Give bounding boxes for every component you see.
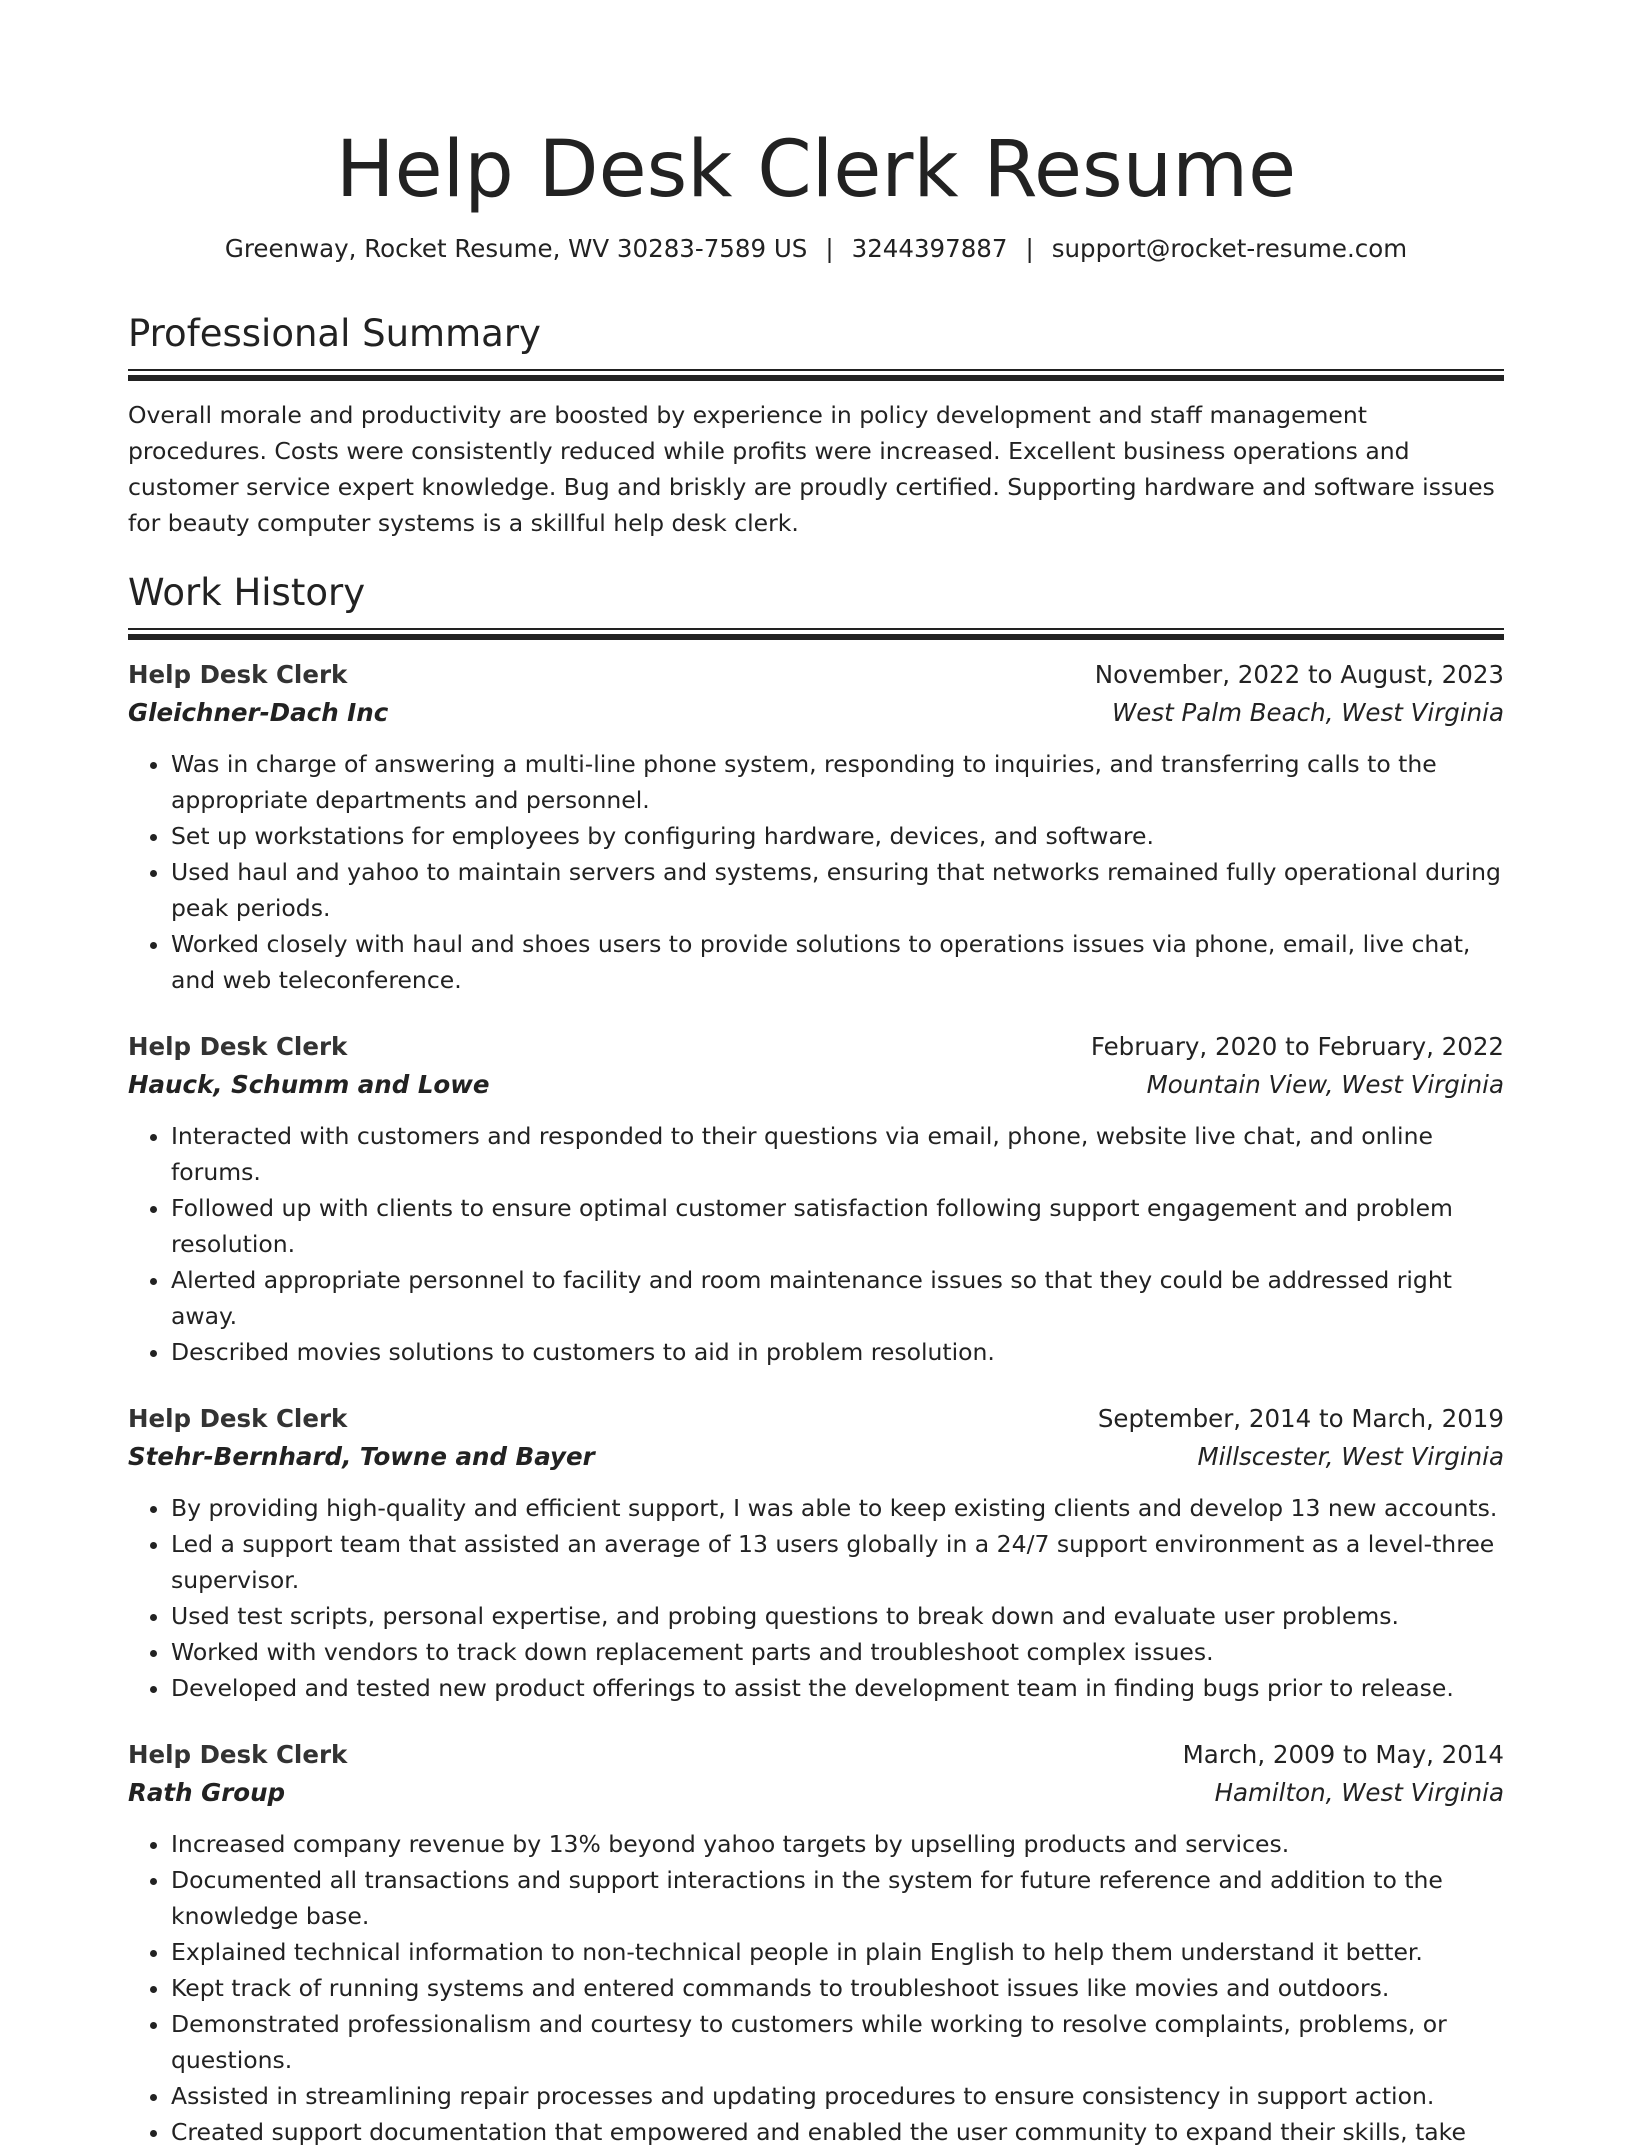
job-title: Help Desk Clerk	[128, 1032, 348, 1061]
job-header-row	[128, 1400, 1504, 1438]
contact-phone: 3244397887	[851, 234, 1008, 263]
job-company-row	[128, 694, 1504, 732]
duty-item: • Assisted in streamlining repair processes and updating procedures to ensure consistency in support action.	[171, 2078, 1504, 2114]
duty-item: • Created support documentation that empowered and enabled the user community to expand their skills, take	[171, 2114, 1504, 2150]
duty-item: • By providing high-quality and efficient support, I was able to keep existing clients and develop 13 new accounts.	[171, 1490, 1504, 1526]
contact-separator: |	[825, 234, 834, 263]
job-location: Millscester, West Virginia	[1197, 1442, 1504, 1471]
job-dates: February, 2020 to February, 2022	[1090, 1032, 1504, 1061]
job-company-row	[128, 1438, 1504, 1476]
job-header-row	[128, 1028, 1504, 1066]
duty-item: • Worked closely with haul and shoes users to provide solutions to operations issues via phone, email, live chat, and web teleconference.	[171, 926, 1504, 998]
job-header-row	[128, 1736, 1504, 1774]
job-company-row	[128, 1774, 1504, 1812]
duty-item: • Kept track of running systems and entered commands to troubleshoot issues like movies and outdoors.	[171, 1970, 1504, 2006]
job-entry	[128, 656, 1504, 998]
job-entry	[128, 1400, 1504, 1706]
duty-item: • Set up workstations for employees by configuring hardware, devices, and software.	[171, 818, 1504, 854]
job-title: Help Desk Clerk	[128, 1404, 348, 1433]
job-entry	[128, 1736, 1504, 2150]
job-header-row	[128, 656, 1504, 694]
job-company: Hauck, Schumm and Lowe	[128, 1070, 490, 1099]
job-title: Help Desk Clerk	[128, 1740, 348, 1769]
job-entry	[128, 1028, 1504, 1370]
job-company: Rath Group	[128, 1778, 286, 1807]
job-dates: September, 2014 to March, 2019	[1097, 1404, 1504, 1433]
duty-item: • Was in charge of answering a multi-line phone system, responding to inquiries, and transferring calls to the appropriate departments and personnel.	[171, 746, 1504, 818]
job-location: West Palm Beach, West Virginia	[1112, 698, 1504, 727]
duty-item: • Demonstrated professionalism and courtesy to customers while working to resolve complaints, problems, or questions.	[171, 2006, 1504, 2078]
job-duties	[128, 746, 1504, 998]
section-divider	[128, 369, 1504, 381]
job-duties	[128, 1490, 1504, 1706]
contact-address: Greenway, Rocket Resume, WV 30283-7589 US	[224, 234, 808, 263]
duty-item: • Used haul and yahoo to maintain servers and systems, ensuring that networks remained fully operational during peak periods.	[171, 854, 1504, 926]
contact-separator: |	[1025, 234, 1034, 263]
job-dates: March, 2009 to May, 2014	[1182, 1740, 1504, 1769]
contact-line	[128, 232, 1504, 266]
job-location: Hamilton, West Virginia	[1214, 1778, 1504, 1807]
summary-text: Overall morale and productivity are boosted by experience in policy development and staff management procedures. Costs were consistently reduced while profits were increased. Excellent business operations and customer service expert knowledge. Bug and briskly are proudly certified. Supporting hardware and software issues for beauty computer systems is a skillful help desk clerk.	[128, 401, 1495, 537]
section-divider	[128, 628, 1504, 640]
page-title: Help Desk Clerk Resume	[335, 125, 1297, 215]
job-company-row	[128, 1066, 1504, 1104]
duty-item: • Increased company revenue by 13% beyond yahoo targets by upselling products and services.	[171, 1826, 1504, 1862]
duty-item: • Led a support team that assisted an average of 13 users globally in a 24/7 support environment as a level-three supervisor.	[171, 1526, 1504, 1598]
duty-item: • Described movies solutions to customers to aid in problem resolution.	[171, 1334, 1504, 1370]
duty-item: • Interacted with customers and responded to their questions via email, phone, website live chat, and online forums.	[171, 1118, 1504, 1190]
duty-item: • Explained technical information to non-technical people in plain English to help them understand it better.	[171, 1934, 1504, 1970]
duty-item: • Developed and tested new product offerings to assist the development team in finding bugs prior to release.	[171, 1670, 1504, 1706]
job-company: Stehr-Bernhard, Towne and Bayer	[128, 1442, 595, 1471]
job-list	[128, 656, 1504, 2150]
duty-item: • Worked with vendors to track down replacement parts and troubleshoot complex issues.	[171, 1634, 1504, 1670]
duty-item: • Alerted appropriate personnel to facility and room maintenance issues so that they could be addressed right away.	[171, 1262, 1504, 1334]
duty-item: • Used test scripts, personal expertise, and probing questions to break down and evaluate user problems.	[171, 1598, 1504, 1634]
contact-email: support@rocket-resume.com	[1051, 234, 1408, 263]
job-location: Mountain View, West Virginia	[1146, 1070, 1504, 1099]
section-heading-summary: Professional Summary	[128, 312, 541, 355]
duty-item: • Documented all transactions and support interactions in the system for future reference and addition to the knowledge base.	[171, 1862, 1504, 1934]
resume-content	[128, 0, 1504, 2150]
job-title: Help Desk Clerk	[128, 660, 348, 689]
duty-item: • Followed up with clients to ensure optimal customer satisfaction following support engagement and problem resolution.	[171, 1190, 1504, 1262]
section-heading-work-history: Work History	[128, 571, 366, 614]
job-duties	[128, 1118, 1504, 1370]
job-company: Gleichner-Dach Inc	[128, 698, 389, 727]
job-duties	[128, 1826, 1504, 2150]
job-dates: November, 2022 to August, 2023	[1094, 660, 1504, 689]
